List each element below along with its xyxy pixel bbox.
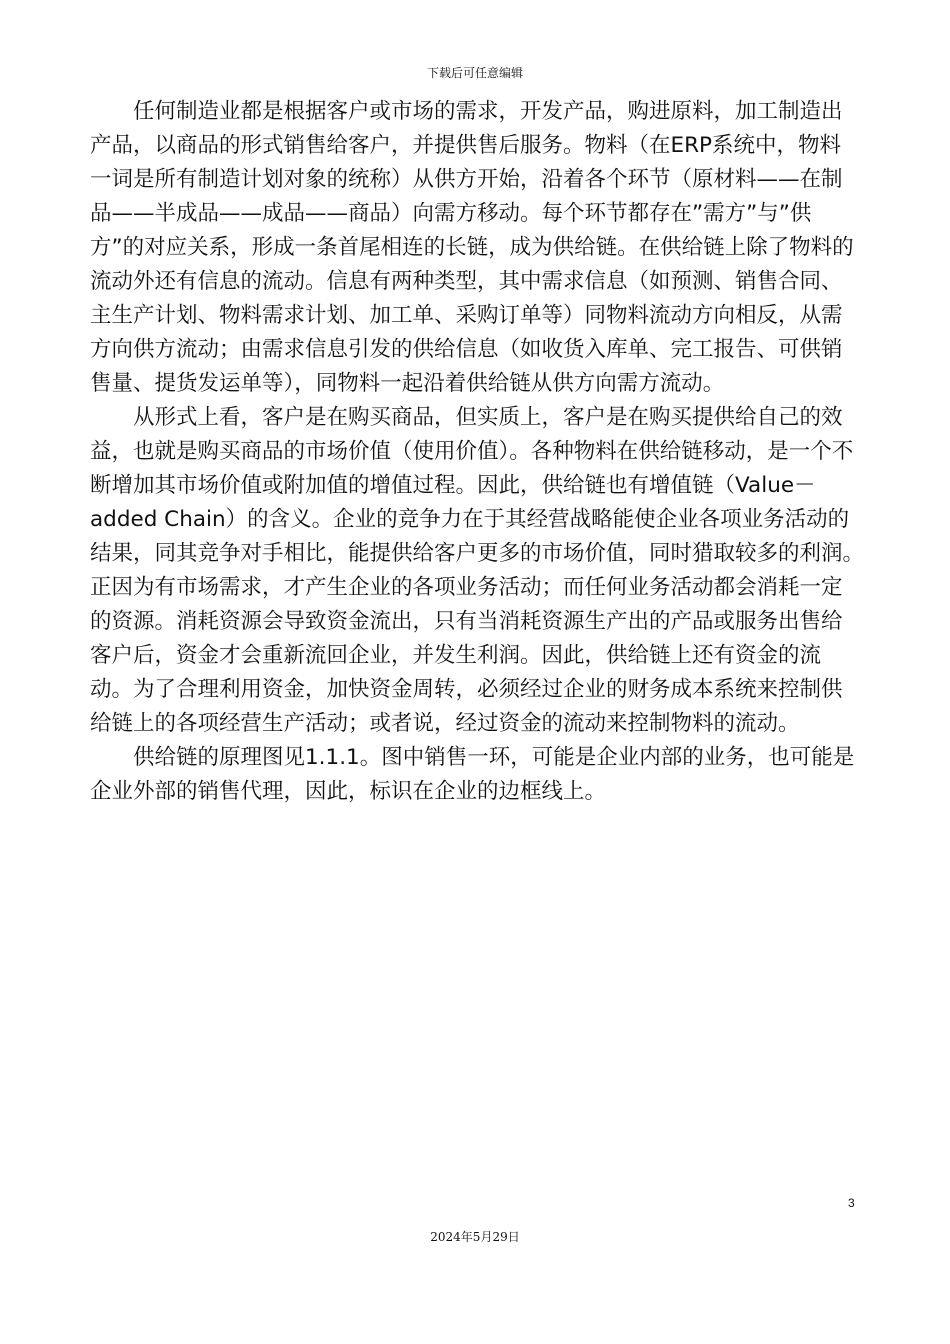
paragraph-value-chain: 从形式上看，客户是在购买商品，但实质上，客户是在购买提供给自己的效益，也就是购买商品的市场价值（使用价值）。各种物料在供给链移动，是一个不断增加其市场价值或附加值的增值过程。因此，供给链也有增值链（Value－added Chain）的含义。企业的竞争力在于其经营战略能使企业各项业务活动的结果，同其竞争对手相比，能提供给客户更多的市场价值，同时猎取较多的利润。 正因为有市场需求，才产生企业的各项业务活动；而任何业务活动都会消耗一定的资源。消耗资源会导致资金流出，只有当消耗资源生产出的产品或服务出售给客户后，资金才会重新流回企业，并发生利润。因此，供给链上还有资金的流动。为了合理利用资金，加快资金周转，必须经过企业的财务成本系统来控制供给链上的各项经营生产活动；或者说，经过资金的流动来控制物料的流动。 [90,405,875,736]
paragraph-diagram-reference: 供给链的原理图见1.1.1。图中销售一环，可能是企业内部的业务，也可能是企业外部的销售代理，因此，标识在企业的边框线上。 [90,745,855,804]
body-text [90,95,875,809]
paragraph-supply-chain-intro: 任何制造业都是根据客户或市场的需求，开发产品，购进原料，加工制造出产品，以商品的形式销售给客户，并提供售后服务。物料（在ERP系统中，物料一词是所有制造计划对象的统称）从供方开始，沿着各个环节（原材料——在制品——半成品——成品——商品）向需方移动。每个环节都存在”需方”与”供方”的对应关系，形成一条首尾相连的长链，成为供给链。在供给链上除了物料的流动外还有信息的流动。信息有两种类型，其中需求信息（如预测、销售合同、主生产计划、物料需求计划、加工单、采购订单等）同物料流动方向相反，从需方向供方流动；由需求信息引发的供给信息（如收货入库单、完工报告、可供销售量、提货发运单等），同物料一起沿着供给链从供方向需方流动。 [90,99,854,396]
page-number: 3 [848,1196,855,1210]
footer-date: 2024年5月29日 [430,1230,520,1244]
header-note: 下载后可任意编辑 [426,66,523,80]
